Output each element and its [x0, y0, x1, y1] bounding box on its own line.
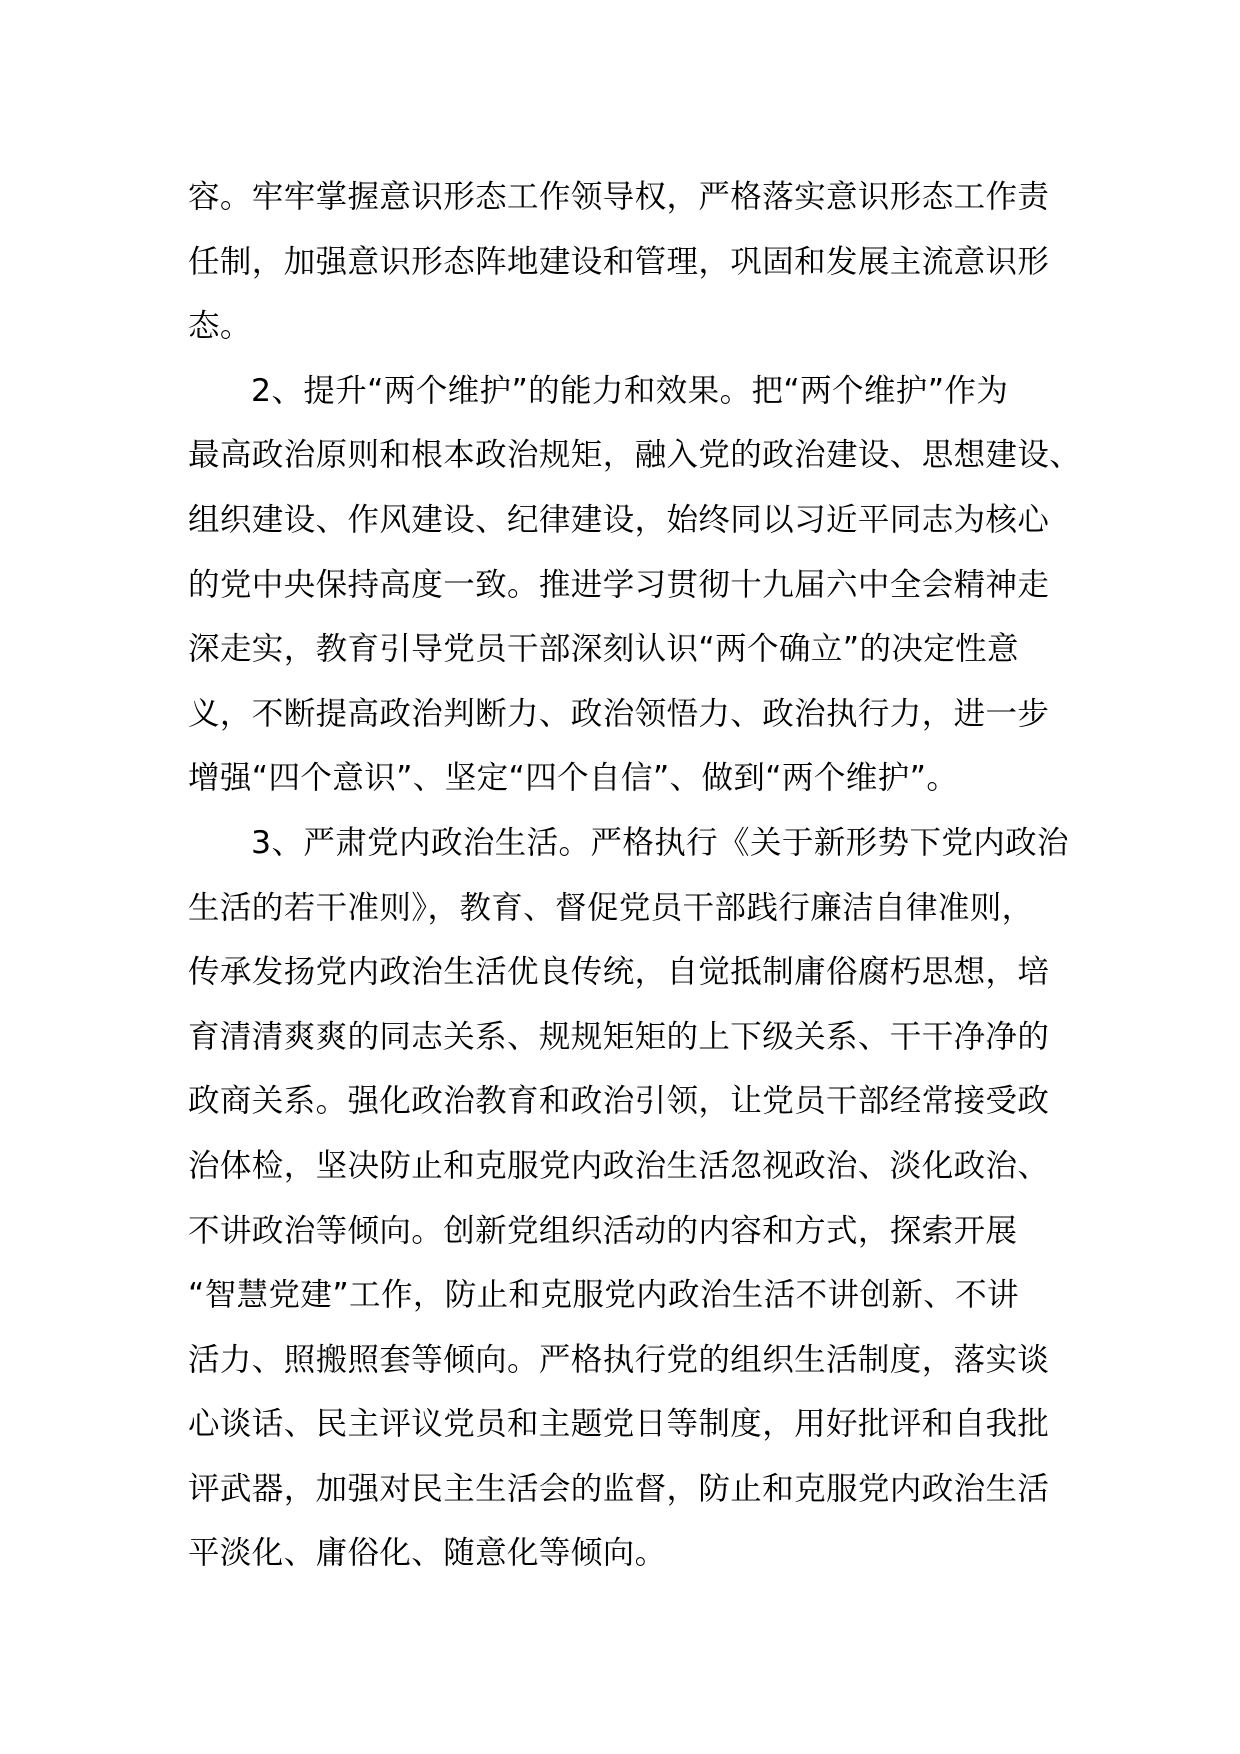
- text-line: 深走实，教育引导党员干部深刻认识“两个确立”的决定性意: [188, 631, 1019, 668]
- text-line: 传承发扬党内政治生活优良传统，自觉抵制庸俗腐朽思想，培: [188, 954, 1050, 991]
- text-line: 育清清爽爽的同志关系、规规矩矩的上下级关系、干干净净的: [188, 1018, 1050, 1055]
- text-line: 组织建设、作风建设、纪律建设，始终同以习近平同志为核心: [188, 501, 1050, 538]
- text-line: 最高政治原则和根本政治规矩，融入党的政治建设、思想建设、: [188, 437, 1082, 474]
- text-line: “智慧党建”工作，防止和克服党内政治生活不讲创新、不讲: [188, 1277, 1019, 1314]
- paragraph-continuation: [188, 165, 1068, 359]
- document-body: [188, 165, 1082, 1586]
- text-line: 生活的若干准则》，教育、督促党员干部践行廉洁自律准则，: [188, 889, 1034, 926]
- text-line: 态。: [188, 308, 252, 345]
- text-line: 治体检，坚决防止和克服党内政治生活忽视政治、淡化政治、: [188, 1147, 1050, 1184]
- text-line: 增强“四个意识”、坚定“四个自信”、做到“两个维护”。: [188, 760, 959, 797]
- paragraph-item-3: [188, 811, 1068, 1586]
- text-line: 3、严肃党内政治生活。严格执行《关于新形势下党内政治: [251, 824, 1069, 861]
- text-line: 容。牢牢掌握意识形态工作领导权，严格落实意识形态工作责: [188, 179, 1050, 215]
- text-line: 的党中央保持高度一致。推进学习贯彻十九届六中全会精神走: [188, 566, 1050, 603]
- text-line: 2、提升“两个维护”的能力和效果。把“两个维护”作为: [251, 372, 1009, 409]
- text-line: 不讲政治等倾向。创新党组织活动的内容和方式，探索开展: [188, 1212, 1018, 1249]
- text-line: 政商关系。强化政治教育和政治引领，让党员干部经常接受政: [188, 1083, 1050, 1120]
- text-line: 平淡化、庸俗化、随意化等倾向。: [188, 1535, 667, 1572]
- text-line: 任制，加强意识形态阵地建设和管理，巩固和发展主流意识形: [188, 243, 1050, 280]
- text-line: 评武器，加强对民主生活会的监督，防止和克服党内政治生活: [188, 1470, 1050, 1507]
- text-line: 心谈话、民主评议党员和主题党日等制度，用好批评和自我批: [188, 1406, 1050, 1443]
- text-line: 义，不断提高政治判断力、政治领悟力、政治执行力，进一步: [188, 695, 1050, 732]
- paragraph-item-2: [188, 359, 1082, 811]
- text-line: 活力、照搬照套等倾向。严格执行党的组织生活制度，落实谈: [188, 1341, 1050, 1378]
